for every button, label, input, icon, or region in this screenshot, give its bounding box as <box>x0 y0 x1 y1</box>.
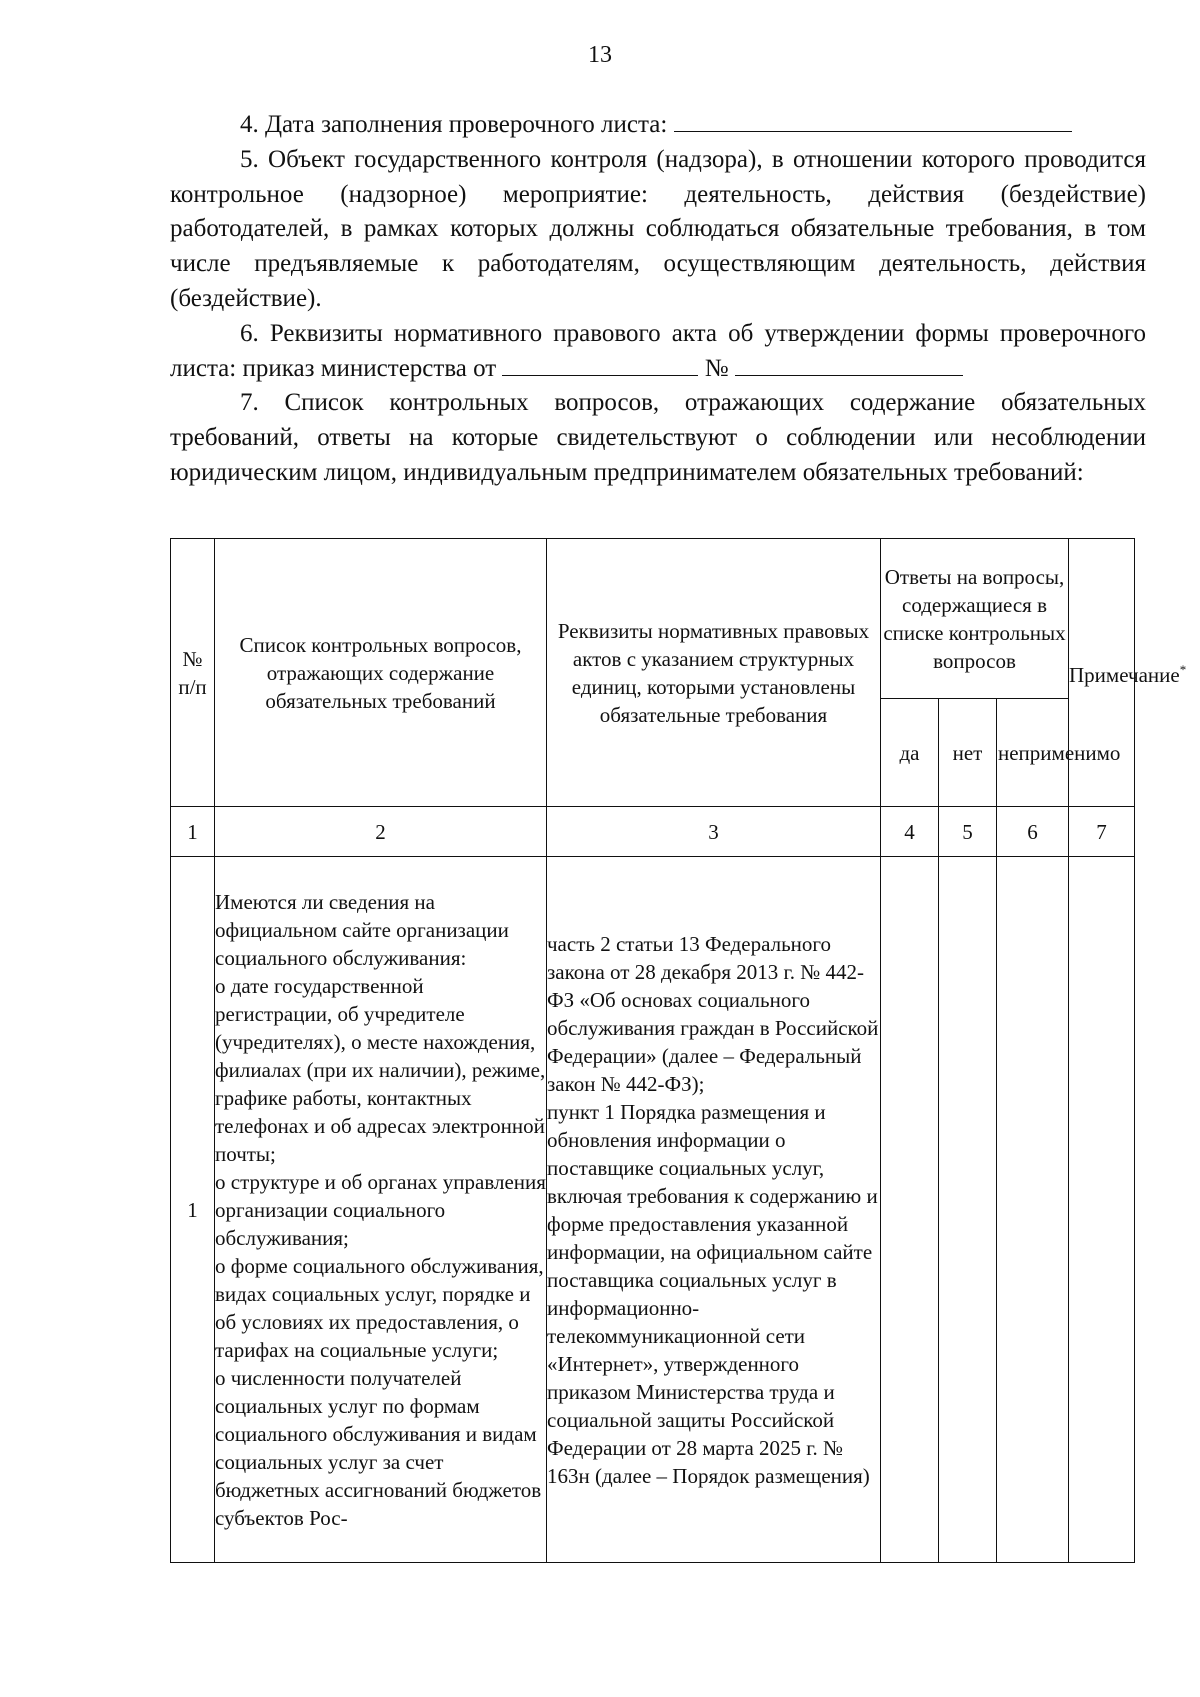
number-sign: № <box>704 354 729 382</box>
question-cell: Имеются ли сведения на официальном сайте организации социального обслуживания: о дате государственной регистрации, об учредителе (учредителях), о месте нахождения, филиалах (при их наличии), режиме, графике работы, контактных телефонах и об адресах электронной почты; о структуре и об органах управления организации социального обслуживания; о форме социального обслуживания, видах социальных услуг, порядке и об условиях их предоставления, о тарифах на социальные услуги; о численности получателей социальных услуг по формам социального обслуживания и видам социальных услуг за счет бюджетных ассигнований бюджетов субъектов Рос- <box>215 857 547 1563</box>
fill-date-blank[interactable] <box>674 109 1072 132</box>
header-not-applicable: неприменимо <box>997 699 1069 807</box>
row-number: 1 <box>171 857 215 1563</box>
note-footnote-mark: * <box>1179 662 1187 677</box>
column-number: 4 <box>881 807 939 857</box>
header-no: нет <box>939 699 997 807</box>
paragraph-6 <box>170 317 1146 387</box>
paragraph-6-text: 6. Реквизиты нормативного правового акта об утверждении формы проверочного листа: приказ министерства от <box>170 319 1146 382</box>
column-number: 3 <box>547 807 881 857</box>
header-answers-group: Ответы на вопросы, содержащиеся в списке контрольных вопросов <box>881 539 1069 699</box>
answer-no-cell[interactable] <box>939 857 997 1563</box>
column-number: 5 <box>939 807 997 857</box>
order-number-blank[interactable] <box>735 353 963 376</box>
page-number: 13 <box>588 42 612 68</box>
order-date-blank[interactable] <box>502 353 698 376</box>
header-questions: Список контрольных вопросов, отражающих содержание обязательных требований <box>215 539 547 807</box>
table-header-row <box>171 539 1135 699</box>
header-note-label: Примечание <box>1069 663 1180 687</box>
paragraph-7: 7. Список контрольных вопросов, отражающих содержание обязательных требований, ответы на которые свидетельствуют о соблюдении или несоблюдении юридическим лицом, индивидуальным предпринимателем обязательных требований: <box>170 389 1146 486</box>
column-number: 1 <box>171 807 215 857</box>
checklist-table <box>170 538 1187 1563</box>
column-number: 7 <box>1069 807 1135 857</box>
answer-na-cell[interactable] <box>997 857 1069 1563</box>
header-note <box>1069 539 1187 807</box>
table-row <box>171 857 1135 1563</box>
column-numbers-row <box>171 807 1135 857</box>
header-yes: да <box>881 699 939 807</box>
column-number: 2 <box>215 807 547 857</box>
paragraph-5: 5. Объект государственного контроля (надзора), в отношении которого проводится контрольное (надзорное) мероприятие: деятельность, действия (бездействие) работодателей, в рамках которых должны соблюдаться обязательные требования, в том числе предъявляемые к работодателям, осуществляющим деятельность, действия (бездействие). <box>170 145 1146 312</box>
header-number: № п/п <box>171 539 215 807</box>
paragraph-4 <box>170 108 1146 143</box>
paragraph-4-text: 4. Дата заполнения проверочного листа: <box>240 111 668 138</box>
note-cell[interactable] <box>1069 857 1135 1563</box>
column-number: 6 <box>997 807 1069 857</box>
header-requisites: Реквизиты нормативных правовых актов с указанием структурных единиц, которыми установлены обязательные требования <box>547 539 881 807</box>
requisites-cell: часть 2 статьи 13 Федерального закона от 28 декабря 2013 г. № 442-ФЗ «Об основах социального обслуживания граждан в Российской Федерации» (далее – Федеральный закон № 442-ФЗ); пункт 1 Порядка размещения и обновления информации о поставщике социальных услуг, включая требования к содержанию и форме предоставления указанной информации, на официальном сайте поставщика социальных услуг в информационно-телекоммуникационной сети «Интернет», утвержденного приказом Министерства труда и социальной защиты Российской Федерации от 28 марта 2025 г. № 163н (далее – Порядок размещения) <box>547 857 881 1563</box>
answer-yes-cell[interactable] <box>881 857 939 1563</box>
document-body <box>170 108 1146 491</box>
